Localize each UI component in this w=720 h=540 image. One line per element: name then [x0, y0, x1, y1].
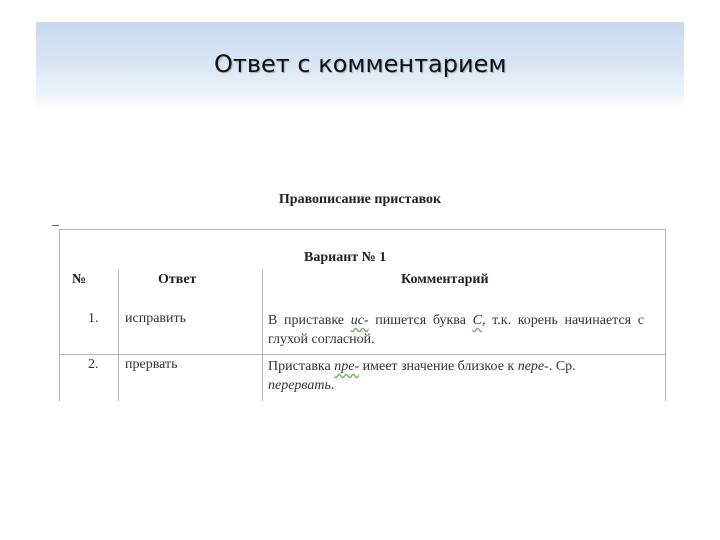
answers-table: [59, 229, 666, 401]
variant-heading: Вариант № 1: [304, 250, 387, 265]
margin-mark: [52, 225, 59, 226]
comment-text: , т.к. корень начинается с глухой согласной.: [268, 313, 644, 347]
row-2-answer: прервать: [125, 357, 178, 372]
example-word: перервать: [268, 378, 331, 393]
row-divider: [59, 354, 666, 355]
prefix-example: пре-: [334, 359, 360, 374]
comment-text: Приставка: [268, 359, 335, 374]
comment-text: .: [330, 378, 335, 393]
header-number: №: [72, 272, 87, 287]
row-1-comment: [268, 311, 644, 349]
table-left-border: [59, 229, 60, 401]
table-top-border: [59, 229, 666, 230]
comment-text: . Ср.: [548, 359, 576, 374]
row-1-answer: исправить: [125, 311, 187, 326]
slide-title: Ответ с комментарием: [214, 50, 507, 78]
comment-text: пишется буква: [368, 313, 473, 328]
comment-text: имеет значение близкое к: [359, 359, 518, 374]
row-2-comment: [268, 357, 644, 395]
column-divider-2: [262, 270, 263, 401]
row-2-number: 2.: [88, 357, 99, 372]
document-title: Правописание приставок: [278, 192, 442, 207]
table-right-border: [665, 229, 666, 401]
comment-text: В приставке: [268, 313, 351, 328]
prefix-example: ис-: [350, 313, 369, 328]
letter-example: С: [472, 313, 482, 328]
reference-prefix: пере-: [517, 359, 549, 374]
header-answer: Ответ: [158, 272, 197, 287]
header-comment: Комментарий: [401, 272, 489, 287]
row-1-number: 1.: [88, 311, 99, 326]
column-divider-1: [118, 270, 119, 401]
